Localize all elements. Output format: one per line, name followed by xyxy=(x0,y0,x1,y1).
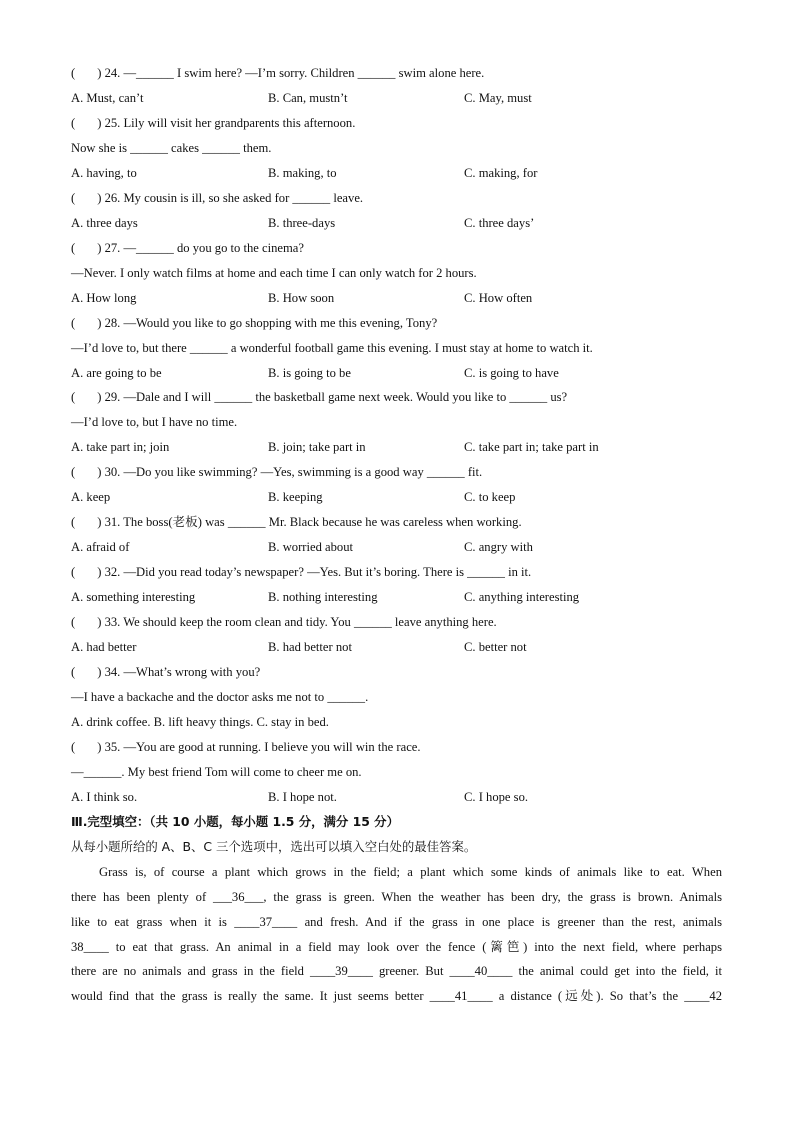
q27-option-a: A. How long xyxy=(71,291,137,305)
question-26-stem: ( ) 26. My cousin is ill, so she asked for ______ leave. xyxy=(71,191,364,205)
question-28-stem-2: —I’d love to, but there ______ a wonderful football game this evening. I must stay at home to watch it. xyxy=(71,341,593,355)
question-34-stem: ( ) 34. —What’s wrong with you? xyxy=(71,665,261,679)
q30-option-b: B. keeping xyxy=(268,490,323,504)
section-instruction: 从每小题所给的 A、B、C 三个选项中，选出可以填入空白处的最佳答案。 xyxy=(71,839,477,854)
q34-options-inline: A. drink coffee. B. lift heavy things. C. stay in bed. xyxy=(71,715,329,729)
q27-option-b: B. How soon xyxy=(268,291,335,305)
q33-option-b: B. had better not xyxy=(268,640,352,654)
passage-line-6: would find that the grass is really the same. It just seems better ____41____ a distance (远处). So that’s the ____42 xyxy=(71,989,722,1003)
passage-line-4: 38____ to eat that grass. An animal in a field may look over the fence (篱笆) into the next field, where perhaps xyxy=(71,940,722,954)
question-24-stem: ( ) 24. —______ I swim here? —I’m sorry. Children ______ swim alone here. xyxy=(71,66,485,80)
q31-option-c: C. angry with xyxy=(464,540,533,554)
q25-option-c: C. making, for xyxy=(464,166,538,180)
q29-option-a: A. take part in; join xyxy=(71,440,170,454)
q25-option-b: B. making, to xyxy=(268,166,337,180)
question-25-stem: ( ) 25. Lily will visit her grandparents this afternoon. xyxy=(71,116,356,130)
q35-option-c: C. I hope so. xyxy=(464,790,529,804)
q26-option-b: B. three-days xyxy=(268,216,336,230)
question-27-stem-2: —Never. I only watch films at home and each time I can only watch for 2 hours. xyxy=(71,266,477,280)
q33-option-a: A. had better xyxy=(71,640,137,654)
question-27-stem: ( ) 27. —______ do you go to the cinema? xyxy=(71,241,304,255)
question-35-stem-2: —______. My best friend Tom will come to cheer me on. xyxy=(71,765,362,779)
q26-option-c: C. three days’ xyxy=(464,216,535,230)
question-32-stem: ( ) 32. —Did you read today’s newspaper? —Yes. But it’s boring. There is ______ in it. xyxy=(71,565,532,579)
q30-option-a: A. keep xyxy=(71,490,111,504)
passage-line-2: there has been plenty of ___36___, the grass is green. When the weather has been dry, the grass is brown. Animals xyxy=(71,890,722,904)
q24-option-a: A. Must, can’t xyxy=(71,91,144,105)
q29-option-c: C. take part in; take part in xyxy=(464,440,599,454)
question-31-stem: ( ) 31. The boss(老板) was ______ Mr. Black because he was careless when working. xyxy=(71,515,522,529)
question-29-stem: ( ) 29. —Dale and I will ______ the basketball game next week. Would you like to ______ us? xyxy=(71,390,568,404)
q31-option-b: B. worried about xyxy=(268,540,353,554)
section-title: Ⅲ.完型填空：（共 10 小题，每小题 1.5 分，满分 15 分） xyxy=(71,814,399,829)
q32-option-b: B. nothing interesting xyxy=(268,590,378,604)
q30-option-c: C. to keep xyxy=(464,490,516,504)
q29-option-b: B. join; take part in xyxy=(268,440,366,454)
passage-line-1: Grass is, of course a plant which grows in the field; a plant which some kinds of animals like to eat. When xyxy=(99,865,722,879)
passage-line-5: there are no animals and grass in the field ____39____ greener. But ____40____ the animal could get into the field, it xyxy=(71,964,722,978)
q35-option-a: A. I think so. xyxy=(71,790,138,804)
q35-option-b: B. I hope not. xyxy=(268,790,337,804)
q28-option-b: B. is going to be xyxy=(268,366,351,380)
q28-option-a: A. are going to be xyxy=(71,366,162,380)
q26-option-a: A. three days xyxy=(71,216,138,230)
question-29-stem-2: —I’d love to, but I have no time. xyxy=(71,415,238,429)
q32-option-a: A. something interesting xyxy=(71,590,196,604)
q33-option-c: C. better not xyxy=(464,640,527,654)
question-35-stem: ( ) 35. —You are good at running. I believe you will win the race. xyxy=(71,740,421,754)
passage-line-3: like to eat grass when it is ____37____ and fresh. And if the grass in one place is greener than the rest, animals xyxy=(71,915,722,929)
question-34-stem-2: —I have a backache and the doctor asks me not to ______. xyxy=(71,690,369,704)
question-33-stem: ( ) 33. We should keep the room clean and tidy. You ______ leave anything here. xyxy=(71,615,497,629)
q28-option-c: C. is going to have xyxy=(464,366,559,380)
q31-option-a: A. afraid of xyxy=(71,540,130,554)
q32-option-c: C. anything interesting xyxy=(464,590,580,604)
q27-option-c: C. How often xyxy=(464,291,533,305)
question-28-stem: ( ) 28. —Would you like to go shopping with me this evening, Tony? xyxy=(71,316,438,330)
q24-option-c: C. May, must xyxy=(464,91,532,105)
q25-option-a: A. having, to xyxy=(71,166,137,180)
question-30-stem: ( ) 30. —Do you like swimming? —Yes, swimming is a good way ______ fit. xyxy=(71,465,483,479)
q24-option-b: B. Can, mustn’t xyxy=(268,91,348,105)
question-25-stem-2: Now she is ______ cakes ______ them. xyxy=(71,141,272,155)
